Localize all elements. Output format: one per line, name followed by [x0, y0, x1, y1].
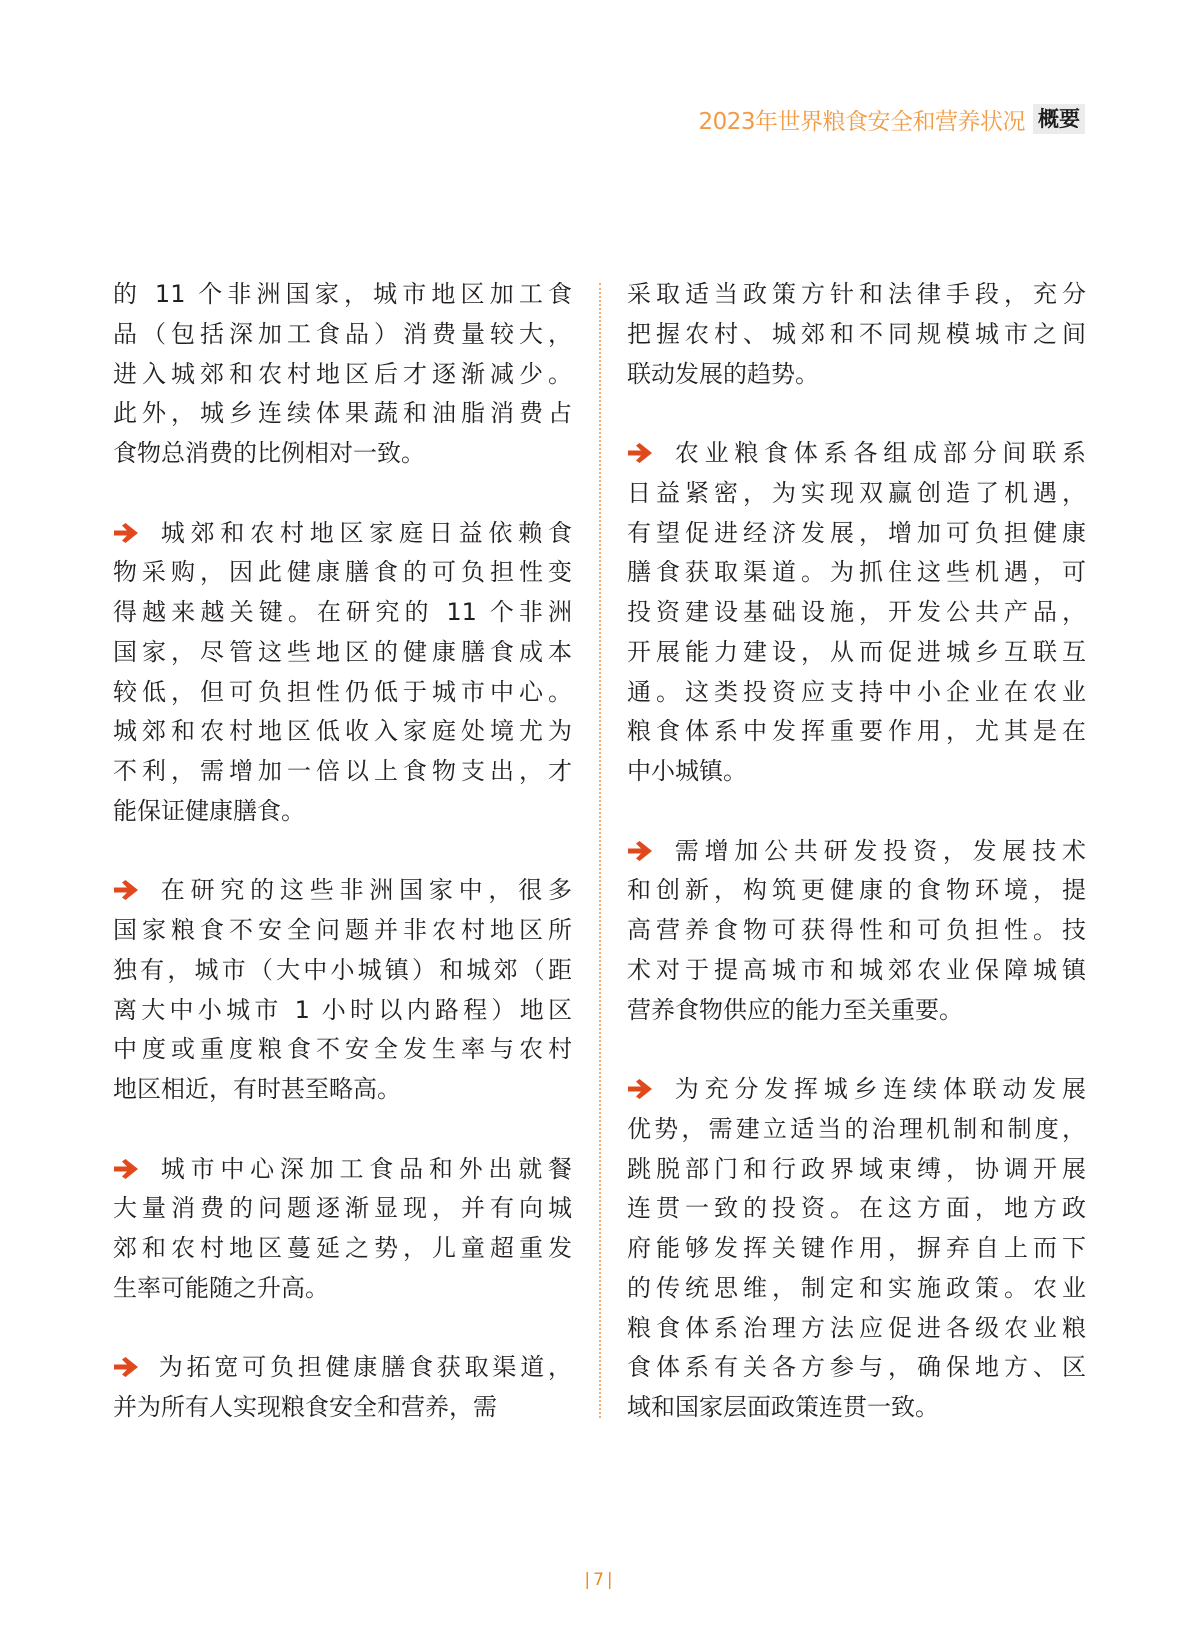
text-line: 高营养食物可获得性和可负担性。技: [627, 916, 1086, 944]
bullet-paragraph: [627, 1070, 1086, 1428]
text-line: 有望促进经济发展，增加可负担健康: [627, 518, 1086, 547]
text-line: 并为所有人实现粮食安全和营养，需: [113, 1393, 497, 1421]
text-line: 开展能力建设，从而促进城乡互联互: [627, 637, 1086, 666]
text-line-content: 城郊和农村地区家庭日益依赖食: [155, 518, 572, 547]
left-text-column: [113, 275, 572, 1468]
text-line: 优势，需建立适当的治理机制和制度，: [627, 1114, 1086, 1143]
text-line: 品（包括深加工食品）消费量较大，: [113, 319, 572, 348]
text-line: 营养食物供应的能力至关重要。: [627, 995, 963, 1024]
bullet-paragraph: [113, 1348, 572, 1428]
text-line: 地区相近，有时甚至略高。: [113, 1075, 401, 1103]
text-line: 府能够发挥关键作用，摒弃自上而下: [627, 1234, 1086, 1262]
bullet-paragraph: [627, 434, 1086, 792]
text-line: 城郊和农村地区低收入家庭处境尤为: [113, 717, 572, 746]
arrow-right-icon: [113, 880, 139, 900]
running-header: [698, 104, 1085, 134]
text-line: 跳脱部门和行政界域束缚，协调开展: [627, 1154, 1086, 1183]
text-line: 通。这类投资应支持中小企业在农业: [627, 677, 1086, 706]
text-line: 此外，城乡连续体果蔬和油脂消费占: [113, 399, 572, 428]
arrow-right-icon: [113, 1357, 139, 1377]
arrow-right-icon: [627, 443, 653, 463]
text-line: [113, 514, 572, 554]
text-line: 离大中小城市 1 小时以内路程）地区: [113, 995, 572, 1024]
text-line: 投资建设基础设施，开发公共产品，: [627, 598, 1086, 626]
text-line-content: 为充分发挥城乡连续体联动发展: [669, 1075, 1086, 1103]
bullet-paragraph: [113, 871, 572, 1110]
bullet-paragraph: [627, 832, 1086, 1031]
text-line: 粮食体系中发挥重要作用，尤其是在: [627, 717, 1086, 746]
text-line: 独有，城市（大中小城镇）和城郊（距: [113, 955, 572, 984]
text-line-content: 为拓宽可负担健康膳食获取渠道，: [155, 1353, 572, 1382]
column-divider: [599, 283, 601, 1418]
text-line: 物采购，因此健康膳食的可负担性变: [113, 558, 572, 587]
text-line: 大量消费的问题逐渐显现，并有向城: [113, 1194, 572, 1223]
text-line: [627, 434, 1086, 474]
bullet-paragraph: [113, 1150, 572, 1309]
paragraph: [113, 275, 572, 474]
text-line-content: 农业粮食体系各组成部分间联系: [669, 439, 1086, 467]
arrow-right-icon: [113, 523, 139, 543]
page-number: |7|: [584, 1570, 616, 1590]
arrow-right-icon: [627, 841, 653, 861]
text-line: 国家粮食不安全问题并非农村地区所: [113, 916, 572, 944]
text-line: [627, 832, 1086, 872]
bullet-paragraph: [113, 514, 572, 832]
text-line: 膳食获取渠道。为抓住这些机遇，可: [627, 558, 1086, 587]
text-line-content: 城市中心深加工食品和外出就餐: [155, 1154, 572, 1183]
text-line: 能保证健康膳食。: [113, 796, 305, 825]
text-line: 和创新，构筑更健康的食物环境，提: [627, 876, 1086, 905]
arrow-right-icon: [113, 1159, 139, 1179]
text-line: [113, 1348, 572, 1388]
text-line: 日益紧密，为实现双赢创造了机遇，: [627, 478, 1086, 507]
text-line: 中小城镇。: [627, 757, 747, 785]
text-line: [113, 1150, 572, 1190]
text-line: 得越来越关键。在研究的 11 个非洲: [113, 598, 572, 626]
text-line-content: 在研究的这些非洲国家中，很多: [155, 876, 572, 905]
text-line: 的 11 个非洲国家，城市地区加工食: [113, 280, 572, 308]
right-text-column: [627, 275, 1086, 1468]
text-line-content: 需增加公共研发投资，发展技术: [669, 836, 1086, 865]
text-line: 不利，需增加一倍以上食物支出，才: [113, 757, 572, 785]
arrow-right-icon: [627, 1079, 653, 1099]
text-line: 联动发展的趋势。: [627, 359, 819, 388]
text-line: 较低，但可负担性仍低于城市中心。: [113, 677, 572, 706]
text-line: 进入城郊和农村地区后才逐渐减少。: [113, 359, 572, 388]
text-line: 食体系有关各方参与，确保地方、区: [627, 1353, 1086, 1382]
text-line: 国家，尽管这些地区的健康膳食成本: [113, 637, 572, 666]
text-line: 术对于提高城市和城郊农业保障城镇: [627, 955, 1086, 984]
text-line: 中度或重度粮食不安全发生率与农村: [113, 1035, 572, 1064]
text-line: 的传统思维，制定和实施政策。农业: [627, 1273, 1086, 1302]
section-tag: 概要: [1033, 104, 1085, 134]
report-title: 2023年世界粮食安全和营养状况: [698, 108, 1025, 135]
text-line: [113, 871, 572, 911]
text-line: 连贯一致的投资。在这方面，地方政: [627, 1194, 1086, 1223]
text-line: 把握农村、城郊和不同规模城市之间: [627, 319, 1086, 348]
text-line: 域和国家层面政策连贯一致。: [627, 1393, 939, 1421]
text-line: 食物总消费的比例相对一致。: [113, 439, 425, 467]
paragraph: [627, 275, 1086, 394]
text-line: 采取适当政策方针和法律手段，充分: [627, 280, 1086, 308]
text-line: [627, 1070, 1086, 1110]
text-line: 粮食体系治理方法应促进各级农业粮: [627, 1313, 1086, 1342]
text-line: 郊和农村地区蔓延之势，儿童超重发: [113, 1234, 572, 1262]
text-line: 生率可能随之升高。: [113, 1273, 329, 1302]
